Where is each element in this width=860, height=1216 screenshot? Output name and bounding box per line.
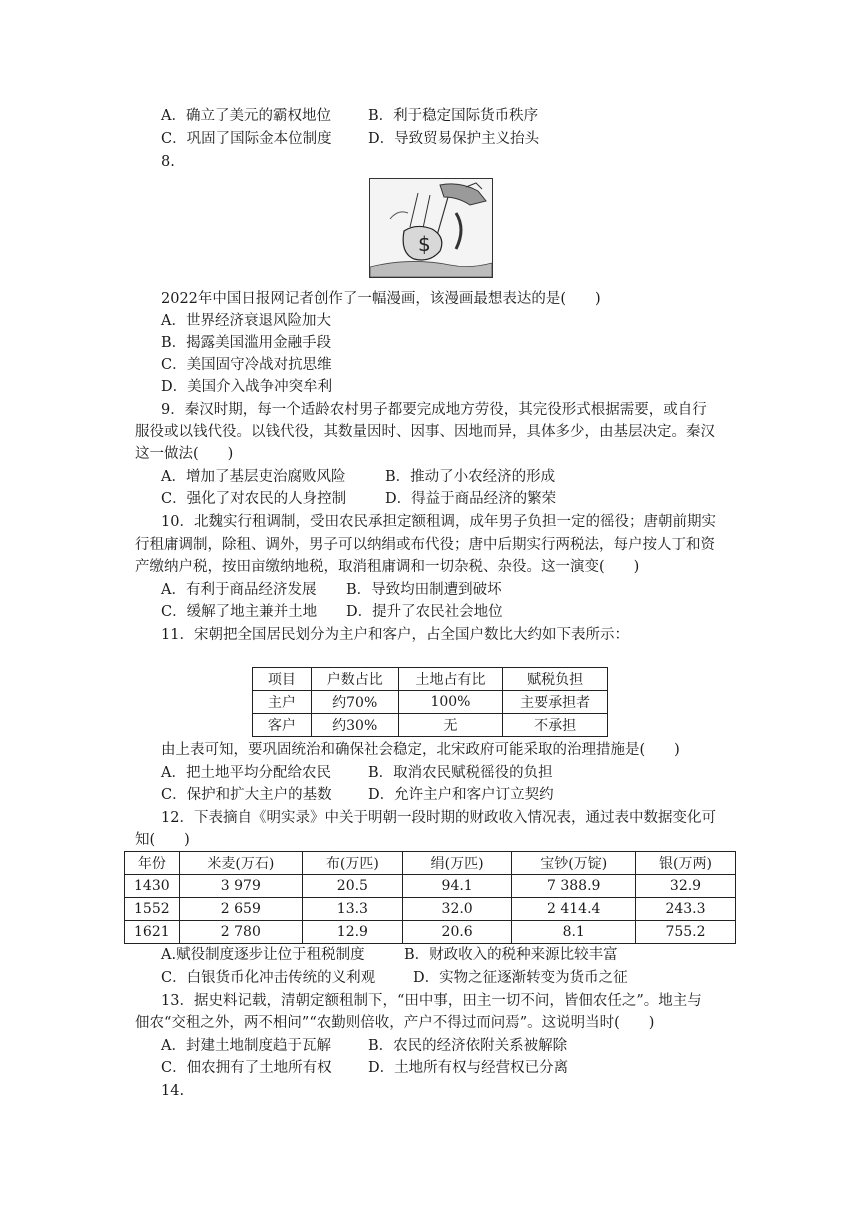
table-cell: 32.0: [402, 898, 512, 921]
q11-option-a: A．把土地平均分配给农民: [161, 765, 331, 781]
q10-option-c: C．缓解了地主兼并土地: [161, 604, 318, 620]
q11-option-c: C．保护和扩大主户的基数: [161, 787, 332, 803]
table-cell: 主户: [253, 691, 312, 714]
table-row: [125, 875, 736, 898]
table-cell: 主要承担者: [503, 691, 608, 714]
q13-option-d: D．土地所有权与经营权已分离: [368, 1060, 569, 1076]
q7-option-c: C．巩固了国际金本位制度: [161, 131, 332, 147]
table-cell: 20.5: [302, 875, 402, 898]
table-header-cell: 年份: [125, 852, 180, 875]
q10-option-b: B．导致均田制遭到破坏: [346, 582, 502, 598]
q9-option-a: A．增加了基层吏治腐败风险: [161, 469, 346, 485]
table-cell: 12.9: [302, 921, 402, 944]
q9-line-1: 9．秦汉时期，每一个适龄农村男子都要完成地方劳役，其完役形式根据需要，或自行: [161, 402, 707, 418]
table-row: [253, 691, 608, 714]
q9-option-d: D．得益于商品经济的繁荣: [385, 491, 557, 507]
table-cell: 2 659: [179, 898, 302, 921]
q13-line-1: 13．据史料记载，清朝定额租制下，“田中事，田主一切不问，皆佃农任之”。地主与: [161, 993, 702, 1009]
table-header-row: [253, 668, 608, 691]
table-cell: 2 414.4: [512, 898, 636, 921]
table-header-cell: 土地占有比: [398, 668, 503, 691]
q13-option-b: B．农民的经济依附关系被解除: [368, 1038, 568, 1054]
q10-line-1: 10．北魏实行租调制，受田农民承担定额租调，成年男子负担一定的徭役；唐朝前期实: [161, 514, 716, 530]
cartoon-icon: [370, 179, 492, 277]
q9-option-b: B．推动了小农经济的形成: [385, 469, 556, 485]
q13-option-a: A．封建土地制度趋于瓦解: [161, 1038, 331, 1054]
table-cell: 无: [398, 714, 503, 737]
q9-option-c: C．强化了对农民的人身控制: [161, 491, 347, 507]
table-cell: 243.3: [635, 898, 735, 921]
table-cell: 约70%: [311, 691, 398, 714]
q10-option-a: A．有利于商品经济发展: [161, 582, 317, 598]
q8-option-a: A．世界经济衰退风险加大: [161, 313, 331, 329]
table-cell: 不承担: [503, 714, 608, 737]
table-cell: 755.2: [635, 921, 735, 944]
q9-line-3: 这一做法( ): [135, 446, 234, 462]
q8-option-b: B．揭露美国滥用金融手段: [161, 335, 332, 351]
q8-option-c: C．美国固守冷战对抗思维: [161, 357, 332, 373]
table-cell: 3 979: [179, 875, 302, 898]
table-header-cell: 银(万两): [635, 852, 735, 875]
q12-option-c: C．白银货币化冲击传统的义利观: [161, 970, 376, 986]
q9-line-2: 服役或以钱代役。以钱代役，其数量因时、因事、因地而异，具体多少，由基层决定。秦汉: [135, 424, 715, 440]
table-header-row: [125, 852, 736, 875]
q11-line-1: 11．宋朝把全国居民划分为主户和客户，占全国户数比大约如下表所示：: [161, 627, 629, 643]
q12-line-2: 知( ): [135, 832, 190, 848]
q10-option-d: D．提升了农民社会地位: [346, 604, 503, 620]
q7-option-a: A．确立了美元的霸权地位: [161, 108, 331, 124]
table-row: [125, 921, 736, 944]
household-table: [252, 667, 608, 737]
q8-number: 8.: [161, 154, 175, 170]
q11-option-b: B．取消农民赋税徭役的负担: [368, 765, 553, 781]
table-cell: 1430: [125, 875, 180, 898]
table-cell: 7 388.9: [512, 875, 636, 898]
table-cell: 20.6: [402, 921, 512, 944]
q7-option-b: B．利于稳定国际货币秩序: [368, 108, 539, 124]
table-cell: 94.1: [402, 875, 512, 898]
q12-line-1: 12．下表摘自《明实录》中关于明朝一段时期的财政收入情况表，通过表中数据变化可: [161, 810, 716, 826]
table-cell: 100%: [398, 691, 503, 714]
table-cell: 1621: [125, 921, 180, 944]
q11-stem: 由上表可知，要巩固统治和确保社会稳定，北宋政府可能采取的治理措施是( ): [161, 742, 680, 758]
table-header-cell: 宝钞(万锭): [512, 852, 636, 875]
q8-stem: 2022年中国日报网记者创作了一幅漫画，该漫画最想表达的是( ): [161, 291, 601, 307]
cartoon-illustration: [369, 178, 493, 278]
q13-line-2: 佃农“交租之外，两不相问”“农勤则倍收，产户不得过而问焉”。这说明当时( ): [135, 1015, 655, 1031]
q10-line-3: 产缴纳户税，按田亩缴纳地税，取消租庸调和一切杂税、杂役。这一演变( ): [135, 559, 640, 575]
table-cell: 2 780: [179, 921, 302, 944]
finance-table: [124, 851, 736, 944]
table-header-cell: 项目: [253, 668, 312, 691]
table-row: [253, 714, 608, 737]
table-row: [125, 898, 736, 921]
q14-number: 14.: [161, 1083, 185, 1099]
table-cell: 约30%: [311, 714, 398, 737]
q7-option-d: D．导致贸易保护主义抬头: [368, 131, 540, 147]
table-header-cell: 布(万匹): [302, 852, 402, 875]
table-header-cell: 绢(万匹): [402, 852, 512, 875]
q13-option-c: C．佃农拥有了土地所有权: [161, 1060, 332, 1076]
table-cell: 8.1: [512, 921, 636, 944]
table-cell: 1552: [125, 898, 180, 921]
q12-option-d: D．实物之征逐渐转变为货币之征: [413, 970, 628, 986]
table-cell: 32.9: [635, 875, 735, 898]
q12-option-a: A.赋役制度逐步让位于租税制度: [161, 947, 365, 963]
q11-option-d: D．允许主户和客户订立契约: [368, 787, 554, 803]
table-cell: 13.3: [302, 898, 402, 921]
svg-text:$: $: [418, 232, 431, 256]
table-header-cell: 米麦(万石): [179, 852, 302, 875]
table-header-cell: 户数占比: [311, 668, 398, 691]
q8-option-d: D．美国介入战争冲突牟利: [161, 379, 333, 395]
table-cell: 客户: [253, 714, 312, 737]
table-header-cell: 赋税负担: [503, 668, 608, 691]
q10-line-2: 行租庸调制，除租、调外，男子可以纳绢或布代役；唐中后期实行两税法，每户按人丁和资: [135, 537, 715, 553]
q12-option-b: B．财政收入的税种来源比较丰富: [404, 947, 618, 963]
